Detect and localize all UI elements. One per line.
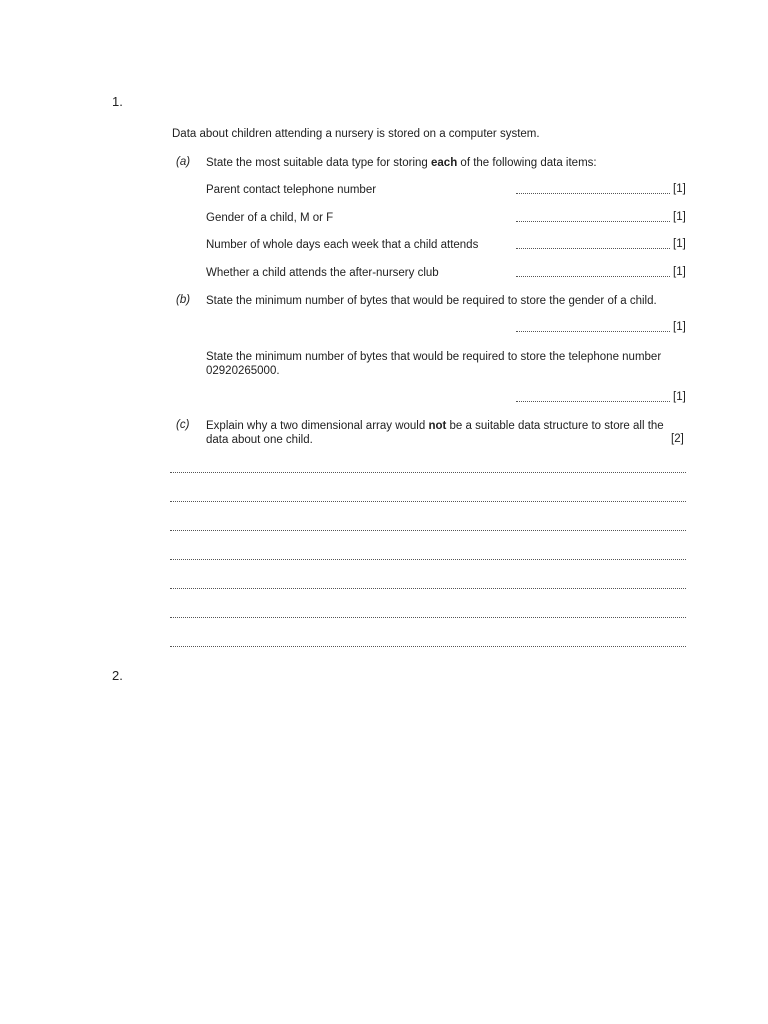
part-c-line-1-end: be a suitable data structure to store all the — [446, 420, 664, 432]
part-b-question-2-line-2: 02920265000. — [206, 365, 280, 377]
item-telephone-text: Parent contact telephone number — [206, 184, 377, 196]
part-c-emphasis: not — [428, 420, 447, 432]
item-club-mark: [1] — [673, 266, 686, 278]
answer-line-telephone-bytes[interactable] — [516, 401, 670, 402]
part-b-question-1-mark: [1] — [673, 321, 686, 333]
item-gender-mark: [1] — [673, 211, 686, 223]
item-telephone-mark: [1] — [673, 183, 686, 195]
answer-line-gender-bytes[interactable] — [516, 331, 670, 332]
part-c-mark: [2] — [671, 433, 684, 445]
part-b-label: (b) — [176, 294, 191, 306]
item-gender-text: Gender of a child, M or F — [206, 212, 334, 224]
part-a-prompt-start: State the most suitable data type for storing — [206, 157, 432, 169]
part-c-line-2: data about one child. — [206, 434, 313, 446]
part-c-label: (c) — [176, 419, 190, 431]
answer-line-c-4[interactable] — [170, 559, 686, 560]
question-1-number: 1. — [112, 94, 123, 109]
answer-line-c-2[interactable] — [170, 501, 686, 502]
part-b-question-2-mark: [1] — [673, 391, 686, 403]
part-c-line-1 — [206, 419, 664, 433]
part-a-prompt-end: of the following data items: — [457, 157, 597, 169]
item-days-mark: [1] — [673, 238, 686, 250]
part-a-label: (a) — [176, 156, 191, 168]
answer-line-club[interactable] — [516, 276, 670, 277]
answer-line-gender[interactable] — [516, 221, 670, 222]
question-1-intro: Data about children attending a nursery is stored on a computer system. — [172, 128, 540, 140]
item-club-text: Whether a child attends the after-nursery club — [206, 267, 439, 279]
question-2-number: 2. — [112, 668, 123, 683]
answer-line-c-3[interactable] — [170, 530, 686, 531]
part-b-question-1: State the minimum number of bytes that would be required to store the gender of a child. — [206, 295, 657, 307]
answer-line-telephone[interactable] — [516, 193, 670, 194]
answer-line-c-6[interactable] — [170, 617, 686, 618]
answer-line-c-7[interactable] — [170, 646, 686, 647]
answer-line-c-5[interactable] — [170, 588, 686, 589]
part-c-line-1-start: Explain why a two dimensional array would — [206, 420, 429, 432]
item-days-text: Number of whole days each week that a child attends — [206, 239, 479, 251]
answer-line-c-1[interactable] — [170, 472, 686, 473]
part-a-prompt — [206, 156, 597, 170]
answer-line-days[interactable] — [516, 248, 670, 249]
part-a-prompt-emphasis: each — [431, 157, 458, 169]
part-b-question-2-line-1: State the minimum number of bytes that would be required to store the telephone number — [206, 351, 662, 363]
